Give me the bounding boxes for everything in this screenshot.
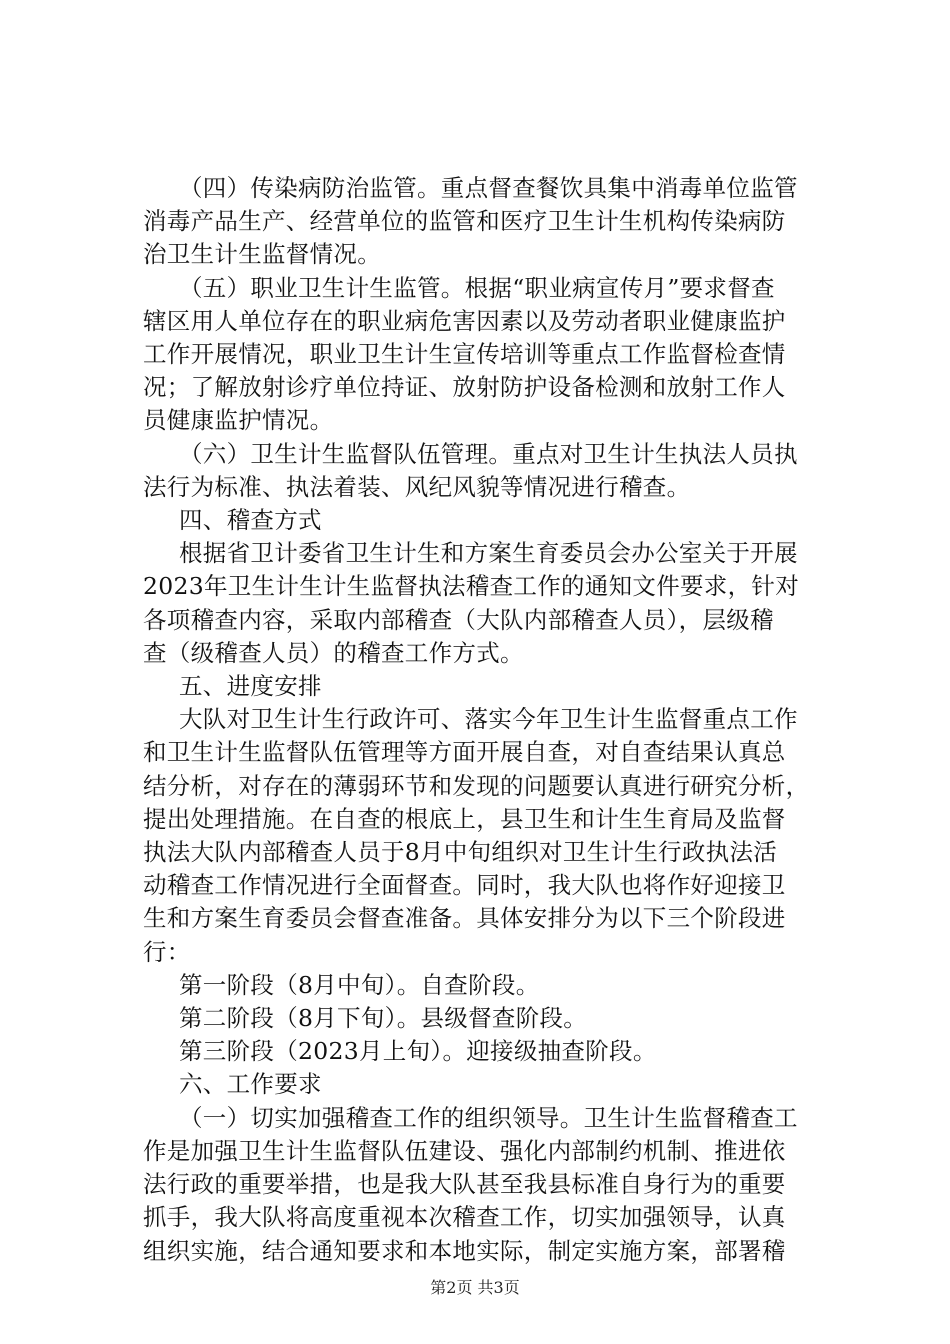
schedule-phase-2	[143, 1002, 833, 1035]
section-heading-requirements	[143, 1068, 833, 1101]
text-line: 况；了解放射诊疗单位持证、放射防护设备检测和放射工作人	[143, 373, 786, 402]
heading-text: 五、进度安排	[179, 672, 322, 701]
text-line: 提出处理措施。在自查的根底上，县卫生和计生生育局及监督	[143, 804, 786, 833]
document-body	[143, 172, 833, 1268]
section-heading-schedule	[143, 670, 833, 703]
text-line: 第二阶段（8月下旬）。县级督查阶段。	[179, 1004, 588, 1033]
paragraph-occupational-health	[143, 272, 833, 438]
text-line: 各项稽查内容，采取内部稽查（大队内部稽查人员），层级稽	[143, 605, 774, 634]
text-line: 动稽查工作情况进行全面督查。同时，我大队也将作好迎接卫	[143, 871, 786, 900]
text-line: 大队对卫生计生行政许可、落实今年卫生计生监督重点工作	[179, 705, 798, 734]
heading-text: 六、工作要求	[179, 1070, 322, 1099]
text-line: 执法大队内部稽查人员于8月中旬组织对卫生计生行政执法活	[143, 838, 778, 867]
paragraph-team-management	[143, 438, 833, 504]
text-line: （五）职业卫生计生监管。根据“职业病宣传月”要求督查	[179, 273, 775, 302]
text-line: 生和方案生育委员会督查准备。具体安排分为以下三个阶段进	[143, 904, 786, 933]
text-line: 法行政的重要举措，也是我大队甚至我县标准自身行为的重要	[143, 1170, 786, 1199]
schedule-phase-1	[143, 969, 833, 1002]
text-line: 2023年卫生计生计生监督执法稽查工作的通知文件要求，针对	[143, 572, 800, 601]
schedule-phase-3	[143, 1035, 833, 1068]
text-line: 查（级稽查人员）的稽查工作方式。	[143, 638, 524, 667]
text-line: 和卫生计生监督队伍管理等方面开展自查，对自查结果认真总	[143, 738, 786, 767]
text-line: 辖区用人单位存在的职业病危害因素以及劳动者职业健康监护	[143, 306, 786, 335]
text-line: 法行为标准、执法着装、风纪风貌等情况进行稽查。	[143, 472, 691, 501]
text-line: 第三阶段（2023月上旬）。迎接级抽查阶段。	[179, 1037, 657, 1066]
text-line: 根据省卫计委省卫生计生和方案生育委员会办公室关于开展	[179, 539, 798, 568]
text-line: 第一阶段（8月中旬）。自查阶段。	[179, 970, 540, 999]
text-line: 员健康监护情况。	[143, 406, 334, 435]
paragraph-schedule	[143, 703, 833, 969]
text-line: （六）卫生计生监督队伍管理。重点对卫生计生执法人员执	[179, 439, 798, 468]
text-line: （四）传染病防治监管。重点督查餐饮具集中消毒单位监管	[179, 174, 798, 202]
paragraph-requirements	[143, 1102, 833, 1268]
text-line: 工作开展情况，职业卫生计生宣传培训等重点工作监督检查情	[143, 340, 786, 369]
text-line: 结分析，对存在的薄弱环节和发现的问题要认真进行研究分析，	[143, 771, 810, 800]
text-line: 消毒产品生产、经营单位的监管和医疗卫生计生机构传染病防	[143, 207, 786, 236]
paragraph-infectious-disease	[143, 172, 833, 272]
paragraph-inspection-method	[143, 537, 833, 670]
page-number-footer: 第2页 共3页	[430, 1278, 520, 1297]
text-line: 作是加强卫生计生监督队伍建设、强化内部制约机制、推进依	[143, 1136, 786, 1165]
text-line: （一）切实加强稽查工作的组织领导。卫生计生监督稽查工	[179, 1103, 798, 1132]
section-heading-inspection-method	[143, 504, 833, 537]
text-line: 组织实施，结合通知要求和本地实际，制定实施方案，部署稽	[143, 1236, 786, 1265]
text-line: 治卫生计生监督情况。	[143, 240, 381, 269]
text-line: 行：	[143, 937, 191, 966]
text-line: 抓手，我大队将高度重视本次稽查工作，切实加强领导，认真	[143, 1203, 786, 1232]
heading-text: 四、稽查方式	[179, 506, 322, 535]
